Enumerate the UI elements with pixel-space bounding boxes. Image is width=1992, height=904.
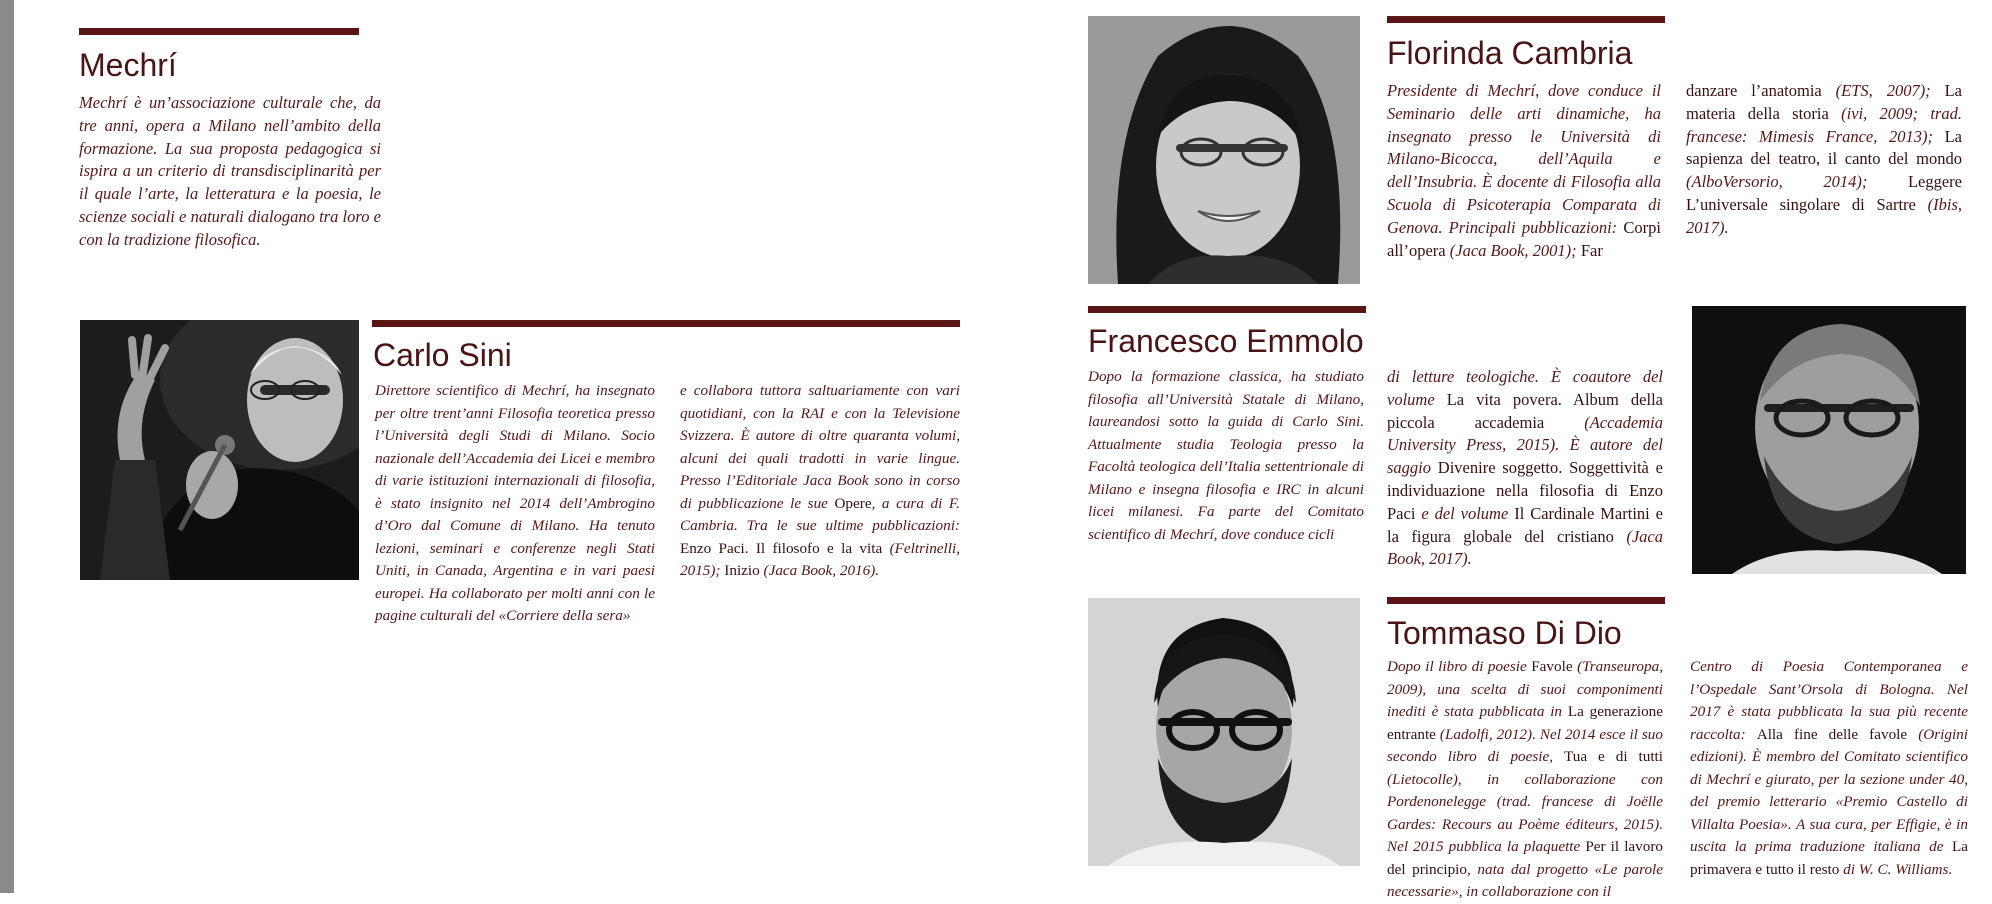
francesco-emmolo-bio-col1: Dopo la formazione classica, ha studiato filosofia all’Università Statale di Milano, laureandosi sotto la guida di Carlo Sini. Attualmente studia Teologia presso la Facoltà teologica dell’Italia settentrionale di Milano e insegna filosofia e IRC in alcuni licei milanesi. Fa parte del Comitato scientifico di Mechrí, dove conduce cicli (1088, 368, 1364, 543)
florinda-cambria-bio-col1: Presidente di Mechrí, dove conduce il Seminario delle arti dinamiche, ha insegnato presso le Università di Milano-Bicocca, dell’Aquila e dell’Insubria. È docente di Filosofia alla Scuola di Psicoterapia Comparata di Genova. Principali pubblicazioni: Corpi all’opera (Jaca Book, 2001); Far (1387, 81, 1661, 260)
francesco-emmolo-photo (1692, 306, 1966, 574)
carlo-sini-photo (80, 320, 359, 580)
francesco-emmolo-bio-col2: di letture teologiche. È coautore del volume La vita povera. Album della piccola accademia (Accademia University Press, 2015). È autore del saggio Divenire soggetto. Soggettività e individuazione nella filosofia di Enzo Paci e del volume Il Cardinale Martini e la figura globale del cristiano (Jaca Book, 2017). (1387, 367, 1664, 569)
carlo-sini-title-rule (372, 320, 960, 327)
francesco-emmolo-name: Francesco Emmolo (1088, 323, 1364, 359)
mechri-title: Mechrí (79, 47, 177, 83)
florinda-cambria-photo (1088, 16, 1360, 284)
tommaso-di-dio-title-rule (1387, 597, 1665, 604)
mechri-title-rule (79, 28, 359, 35)
francesco-emmolo-title-rule (1088, 306, 1366, 313)
tommaso-di-dio-name: Tommaso Di Dio (1387, 615, 1622, 651)
tommaso-di-dio-photo (1088, 598, 1360, 866)
florinda-cambria-name: Florinda Cambria (1387, 35, 1633, 71)
carlo-sini-bio-col2: e collabora tuttora saltuariamente con vari quotidiani, con la RAI e con la Televisione Svizzera. È autore di oltre quaranta volumi, alcuni dei quali tradotti in varie lingue. Presso l’Editoriale Jaca Book sono in corso di pubblicazione le sue Opere, a cura di F. Cambria. Tra le sue ultime pubblicazioni: Enzo Paci. Il filosofo e la vita (Feltrinelli, 2015); Inizio (Jaca Book, 2016). (680, 382, 960, 579)
tommaso-di-dio-bio-col1: Dopo il libro di poesie Favole (Transeuropa, 2009), una scelta di suoi componimenti inediti è stata pubblicata in La generazione entrante (Ladolfi, 2012). Nel 2014 esce il suo secondo libro di poesie, Tua e di tutti (Lietocolle), in collaborazione con Pordenonelegge (trad. francese di Joëlle Gardes: Recours au Poème éditeurs, 2015). Nel 2015 pubblica la plaquette Per il lavoro del principio, nata dal progetto «Le parole necessarie», in collaborazione con il (1387, 658, 1664, 900)
florinda-cambria-title-rule (1387, 16, 1665, 23)
florinda-cambria-bio-col2: danzare l’anatomia (ETS, 2007); La materia della storia (ivi, 2009; trad. francese: Mimesis France, 2013); La sapienza del teatro, il canto del mondo (AlboVersorio, 2014); Leggere L’universale singolare di Sartre (Ibis, 2017). (1686, 81, 1963, 237)
page-edge-bar (0, 0, 14, 893)
carlo-sini-bio-col1: Direttore scientifico di Mechrí, ha insegnato per oltre trent’anni Filosofia teoretica presso l’Università degli Studi di Milano. Socio nazionale dell’Accademia dei Licei e membro di varie istituzioni internazionali di filosofia, è stato insignito nel 2014 dell’Ambrogino d’Oro dal Comune di Milano. Ha tenuto lezioni, seminari e conferenze negli Stati Uniti, in Canada, Argentina e in vari paesi europei. Ha collaborato per molti anni con le pagine culturali del «Corriere della sera» (375, 382, 655, 624)
mechri-description: Mechrí è un’associazione culturale che, da tre anni, opera a Milano nell’ambito della formazione. La sua proposta pedagogica si ispira a un criterio di transdisciplinarità per il quale l’arte, la letteratura e la poesia, le scienze sociali e naturali dialogano tra loro e con la tradizione filosofica. (79, 93, 381, 249)
tommaso-di-dio-bio-col2: Centro di Poesia Contemporanea e l’Ospedale Sant’Orsola di Bologna. Nel 2017 è stata pubblicata la sua più recente raccolta: Alla fine delle favole (Origini edizioni). È membro del Comitato scientifico di Mechrí e giurato, per la sezione under 40, del premio letterario «Premio Castello di Villalta Poesia». A sua cura, per Effigie, è in uscita la prima traduzione italiana de La primavera e tutto il resto di W. C. Williams. (1690, 658, 1968, 878)
carlo-sini-name: Carlo Sini (373, 337, 512, 373)
